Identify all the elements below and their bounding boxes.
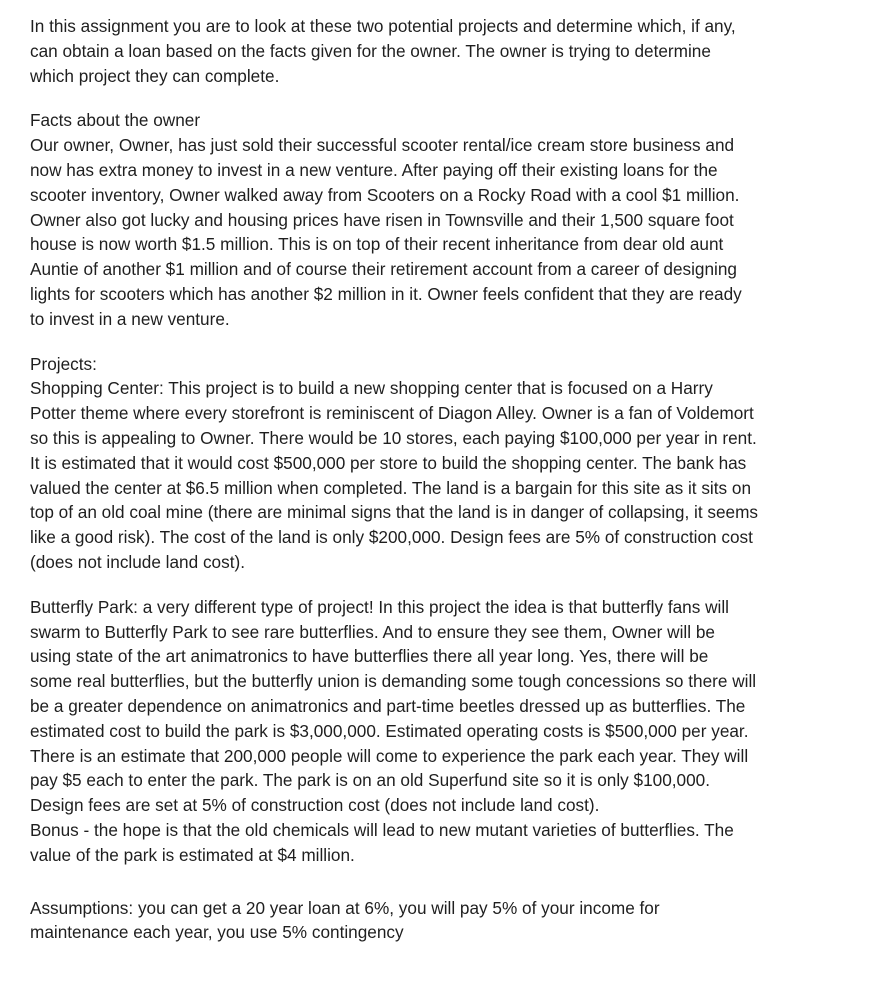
owner-facts-line: scooter inventory, Owner walked away from Scooters on a Rocky Road with a cool $1 million. — [30, 184, 740, 205]
butterfly-park-bonus-line: value of the park is estimated at $4 million. — [30, 844, 355, 865]
owner-facts-line: to invest in a new venture. — [30, 308, 230, 329]
shopping-center-line: so this is appealing to Owner. There would be 10 stores, each paying $100,000 per year in rent. — [30, 427, 757, 448]
paragraph-gap — [30, 88, 860, 108]
shopping-center-line: (does not include land cost). — [30, 551, 245, 572]
shopping-center-line: Shopping Center: This project is to build a new shopping center that is focused on a Harry — [30, 378, 713, 399]
intro-line: can obtain a loan based on the facts given for the owner. The owner is trying to determine — [30, 40, 711, 61]
owner-facts-line: house is now worth $1.5 million. This is on top of their recent inheritance from dear old aunt — [30, 234, 724, 255]
intro-paragraph — [30, 14, 860, 88]
owner-facts-line: Auntie of another $1 million and of course their retirement account from a career of designing — [30, 259, 737, 280]
butterfly-park-section — [30, 595, 860, 868]
projects-section — [30, 352, 860, 575]
butterfly-park-line: swarm to Butterfly Park to see rare butterflies. And to ensure they see them, Owner will be — [30, 621, 715, 642]
owner-facts-line: Owner also got lucky and housing prices have risen in Townsville and their 1,500 square foot — [30, 209, 734, 230]
owner-facts-section — [30, 108, 860, 331]
intro-line: In this assignment you are to look at these two potential projects and determine which, if any, — [30, 16, 736, 36]
owner-facts-line: Our owner, Owner, has just sold their successful scooter rental/ice cream store business and — [30, 135, 735, 156]
butterfly-park-line: There is an estimate that 200,000 people will come to experience the park each year. They will — [30, 745, 749, 766]
butterfly-park-line: some real butterflies, but the butterfly union is demanding some tough concessions so there will — [30, 671, 757, 692]
shopping-center-line: valued the center at $6.5 million when completed. The land is a bargain for this site as it sits on — [30, 477, 752, 498]
owner-facts-heading: Facts about the owner — [30, 110, 201, 131]
shopping-center-line: Potter theme where every storefront is reminiscent of Diagon Alley. Owner is a fan of Voldemort — [30, 403, 754, 424]
assumptions-line: Assumptions: you can get a 20 year loan at 6%, you will pay 5% of your income for — [30, 897, 660, 918]
shopping-center-line: It is estimated that it would cost $500,000 per store to build the shopping center. The bank has — [30, 452, 747, 473]
butterfly-park-bonus-line: Bonus - the hope is that the old chemicals will lead to new mutant varieties of butterflies. The — [30, 819, 734, 840]
assumptions-line: maintenance each year, you use 5% contingency — [30, 922, 404, 943]
butterfly-park-line: using state of the art animatronics to have butterflies there all year long. Yes, there will be — [30, 646, 709, 667]
butterfly-park-line: Butterfly Park: a very different type of project! In this project the idea is that butterfly fans will — [30, 596, 729, 617]
intro-line: which project they can complete. — [30, 65, 280, 86]
butterfly-park-line: estimated cost to build the park is $3,000,000. Estimated operating costs is $500,000 per year. — [30, 720, 749, 741]
projects-heading: Projects: — [30, 353, 97, 374]
butterfly-park-line: be a greater dependence on animatronics and part-time beetles dressed up as butterflies. The — [30, 695, 746, 716]
paragraph-gap — [30, 868, 860, 896]
butterfly-park-line: pay $5 each to enter the park. The park is on an old Superfund site so it is only $100,000. — [30, 770, 710, 791]
assumptions-section — [30, 896, 860, 946]
shopping-center-line: like a good risk). The cost of the land is only $200,000. Design fees are 5% of construction cost — [30, 527, 753, 548]
owner-facts-line: lights for scooters which has another $2 million in it. Owner feels confident that they are ready — [30, 283, 742, 304]
butterfly-park-line: Design fees are set at 5% of construction cost (does not include land cost). — [30, 795, 600, 816]
assignment-document — [30, 14, 860, 945]
owner-facts-line: now has extra money to invest in a new venture. After paying off their existing loans for the — [30, 159, 718, 180]
paragraph-gap — [30, 332, 860, 352]
paragraph-gap — [30, 575, 860, 595]
shopping-center-line: top of an old coal mine (there are minimal signs that the land is in danger of collapsing, it seems — [30, 502, 758, 523]
